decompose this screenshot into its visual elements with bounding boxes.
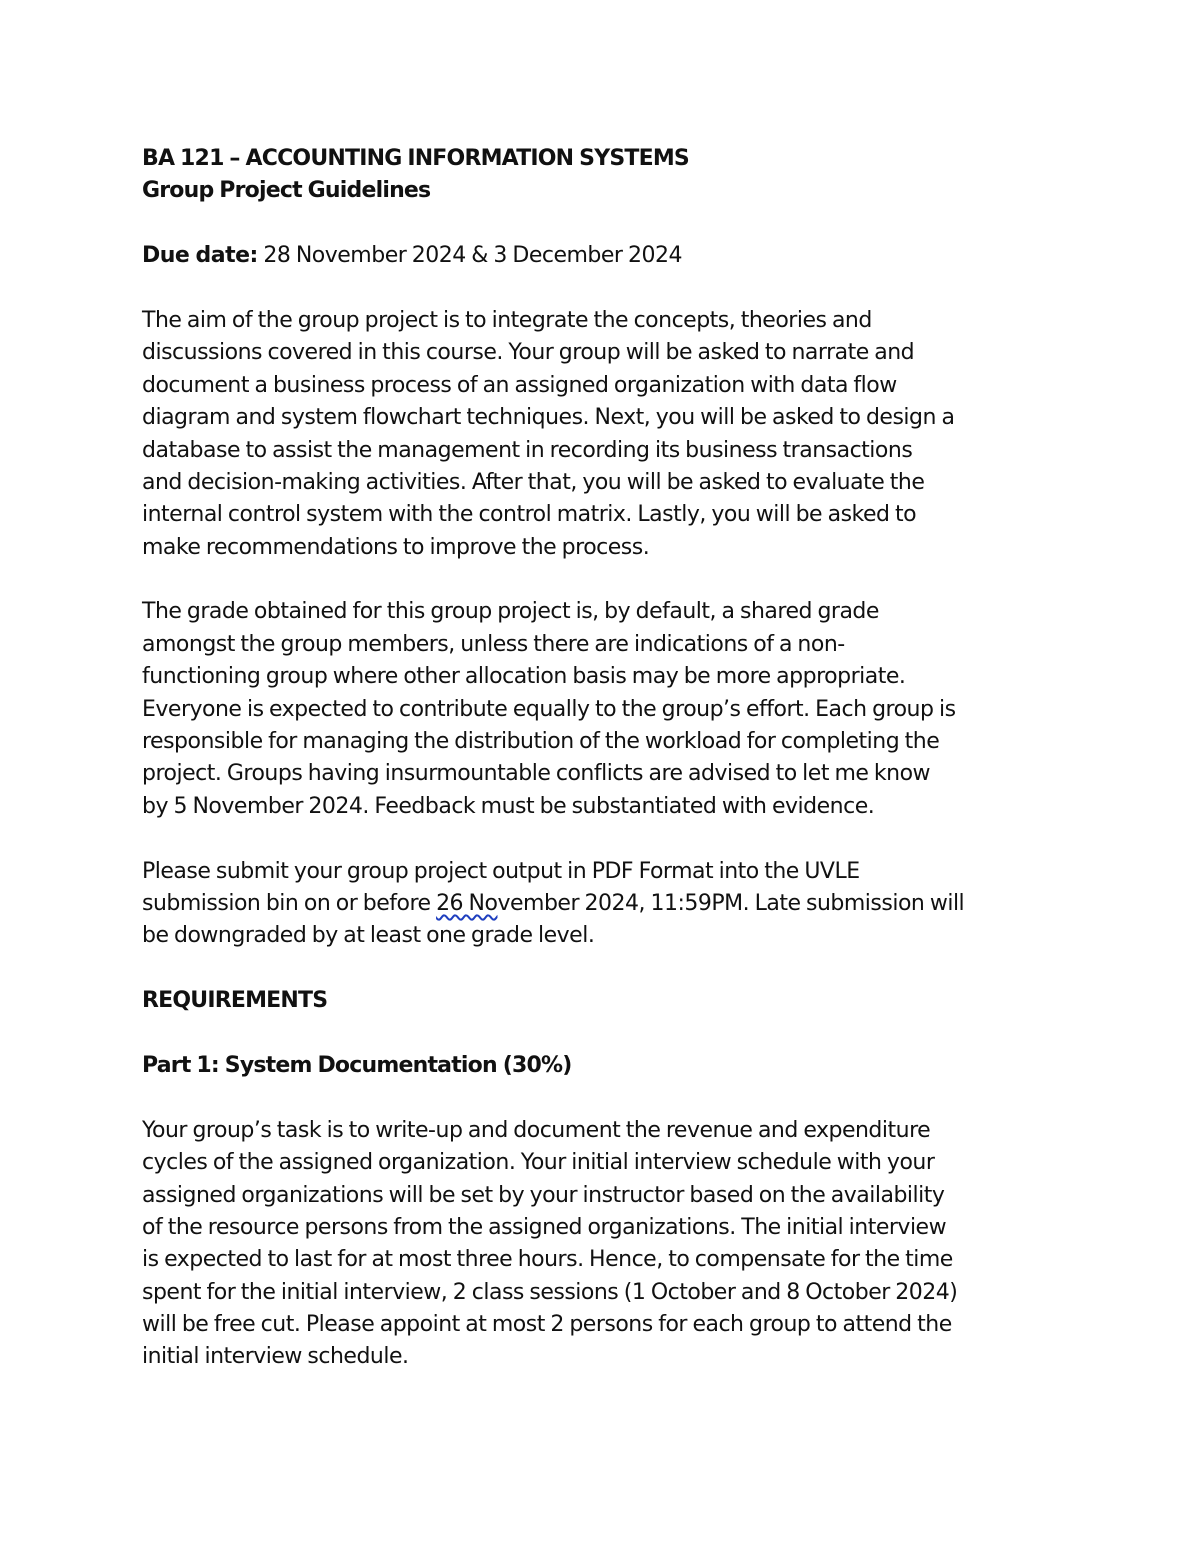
paragraph-line: spent for the initial interview, 2 class sessions (1 October and 8 October 2024) [142, 1279, 958, 1305]
paragraph-aim [142, 305, 1072, 564]
spacer [142, 273, 1072, 305]
paragraph-line: The aim of the group project is to integrate the concepts, theories and [142, 307, 872, 333]
paragraph-line: internal control system with the control matrix. Lastly, you will be asked to [142, 502, 917, 528]
spacer [142, 1082, 1072, 1114]
spacer [142, 208, 1072, 240]
paragraph-line: of the resource persons from the assigned organizations. The initial interview [142, 1214, 947, 1240]
paragraph-line: Your group’s task is to write-up and document the revenue and expenditure [142, 1117, 931, 1143]
document-page [142, 143, 1072, 1374]
paragraph-line: Everyone is expected to contribute equally to the group’s effort. Each group is [142, 696, 956, 722]
text-span: submission bin on or before [142, 890, 437, 916]
paragraph-line: diagram and system flowchart techniques. Next, you will be asked to design a [142, 405, 955, 431]
paragraph-line: by 5 November 2024. Feedback must be substantiated with evidence. [142, 793, 875, 819]
text-span: vember 2024, 11:59PM. Late submission will [497, 890, 965, 916]
document-subtitle: Group Project Guidelines [142, 178, 431, 204]
paragraph-line: be downgraded by at least one grade level. [142, 923, 595, 949]
paragraph-line: initial interview schedule. [142, 1344, 409, 1370]
course-title: BA 121 – ACCOUNTING INFORMATION SYSTEMS [142, 146, 689, 171]
part1-heading: Part 1: System Documentation (30%) [142, 1052, 572, 1078]
spellcheck-marked-text: 26 No [436, 890, 498, 916]
paragraph-submission [142, 856, 1072, 953]
spacer [142, 953, 1072, 985]
due-date-value: 28 November 2024 & 3 December 2024 [257, 243, 682, 269]
paragraph-line: cycles of the assigned organization. Your initial interview schedule with your [142, 1150, 935, 1176]
paragraph-line: The grade obtained for this group project is, by default, a shared grade [142, 599, 879, 625]
paragraph-line: discussions covered in this course. Your group will be asked to narrate and [142, 340, 915, 366]
paragraph-line: project. Groups having insurmountable conflicts are advised to let me know [142, 761, 931, 787]
requirements-heading: REQUIREMENTS [142, 988, 328, 1014]
paragraph-line: make recommendations to improve the process. [142, 534, 650, 560]
paragraph-part1 [142, 1115, 1072, 1374]
due-date-line [142, 240, 1072, 272]
paragraph-line: amongst the group members, unless there are indications of a non- [142, 631, 845, 657]
paragraph-line: responsible for managing the distribution of the workload for completing the [142, 729, 940, 755]
paragraph-line: and decision-making activities. After that, you will be asked to evaluate the [142, 469, 925, 495]
due-date-label: Due date: [142, 243, 258, 269]
paragraph-line: will be free cut. Please appoint at most 2 persons for each group to attend the [142, 1312, 952, 1338]
spacer [142, 564, 1072, 596]
paragraph-grading [142, 596, 1072, 823]
paragraph-line: Please submit your group project output in PDF Format into the UVLE [142, 858, 860, 884]
spacer [142, 823, 1072, 855]
paragraph-line: is expected to last for at most three hours. Hence, to compensate for the time [142, 1247, 953, 1273]
paragraph-line: document a business process of an assigned organization with data flow [142, 372, 897, 398]
spacer [142, 1018, 1072, 1050]
paragraph-line: assigned organizations will be set by your instructor based on the availability [142, 1182, 945, 1208]
paragraph-line [142, 888, 1072, 920]
paragraph-line: functioning group where other allocation basis may be more appropriate. [142, 664, 906, 690]
paragraph-line: database to assist the management in recording its business transactions [142, 437, 913, 463]
